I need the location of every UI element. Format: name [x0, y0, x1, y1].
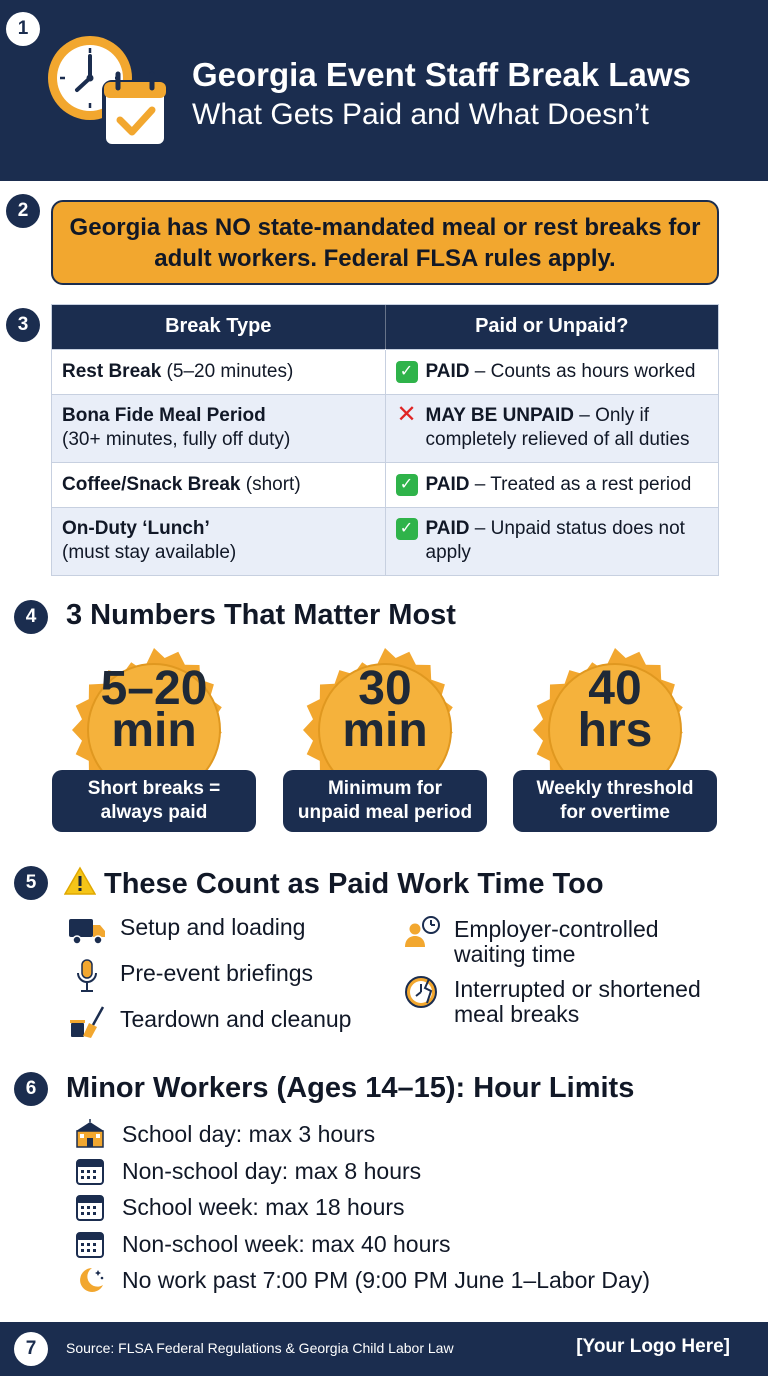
section-number-7: 7	[14, 1332, 48, 1366]
column-header-paid-status: Paid or Unpaid?	[385, 305, 718, 349]
broken-clock-icon	[398, 974, 444, 1010]
number-card-overtime	[513, 644, 717, 834]
warning-icon	[64, 866, 96, 904]
break-type-table	[51, 304, 719, 576]
paid-time-item: Teardown and cleanup	[64, 1004, 351, 1040]
person-clock-icon	[398, 914, 444, 950]
paid-time-item: Interrupted or shortened meal breaks	[398, 974, 701, 1027]
section-number-1: 1	[6, 12, 40, 46]
number-label: Minimum for unpaid meal period	[283, 770, 487, 832]
truck-icon	[64, 912, 110, 948]
list-item: No work past 7:00 PM (9:00 PM June 1–Labor Day)	[72, 1264, 650, 1296]
number-value: 5–20 min	[100, 662, 208, 757]
page-title: Georgia Event Staff Break Laws	[192, 56, 691, 93]
paid-status-cell: ✕ MAY BE UNPAID – Only if completely relieved of all duties	[385, 394, 718, 462]
section-number-6: 6	[14, 1072, 48, 1106]
header-banner	[0, 0, 768, 181]
paid-time-section-title: These Count as Paid Work Time Too	[64, 866, 604, 904]
calendar-icon	[72, 1155, 108, 1187]
school-icon	[72, 1118, 108, 1150]
cross-icon: ✕	[396, 401, 417, 428]
check-icon: ✓	[396, 474, 418, 496]
logo-placeholder: [Your Logo Here]	[576, 1336, 730, 1357]
calendar-icon	[72, 1228, 108, 1260]
broom-icon	[64, 1004, 110, 1040]
table-row	[52, 349, 718, 394]
moon-icon	[72, 1264, 108, 1296]
paid-status-cell: ✓ PAID – Counts as hours worked	[385, 349, 718, 394]
break-type-cell: On-Duty ‘Lunch’ (must stay available)	[52, 507, 385, 575]
paid-status-cell: ✓ PAID – Treated as a rest period	[385, 462, 718, 507]
footer	[0, 1322, 768, 1376]
number-value: 30 min	[342, 662, 428, 757]
column-header-break-type: Break Type	[52, 305, 385, 349]
paid-time-item: Pre-event briefings	[64, 958, 313, 994]
paid-status-cell: ✓ PAID – Unpaid status does not apply	[385, 507, 718, 575]
number-card-short-breaks	[52, 644, 256, 834]
break-type-cell: Rest Break (5–20 minutes)	[52, 349, 385, 394]
number-label: Weekly threshold for overtime	[513, 770, 717, 832]
calendar-icon	[72, 1191, 108, 1223]
list-item: School week: max 18 hours	[72, 1191, 405, 1223]
table-row	[52, 462, 718, 507]
number-label: Short breaks = always paid	[52, 770, 256, 832]
check-icon: ✓	[396, 361, 418, 383]
check-icon: ✓	[396, 518, 418, 540]
section-number-2: 2	[6, 194, 40, 228]
section-number-5: 5	[14, 866, 48, 900]
source-note: Source: FLSA Federal Regulations & Georgia Child Labor Law	[66, 1340, 454, 1356]
numbers-section-title: 3 Numbers That Matter Most	[66, 599, 456, 631]
table-row	[52, 394, 718, 462]
list-item: Non-school week: max 40 hours	[72, 1228, 451, 1260]
table-row	[52, 507, 718, 575]
number-card-meal-period	[283, 644, 487, 834]
paid-time-item: Employer-controlled waiting time	[398, 914, 659, 967]
microphone-icon	[64, 958, 110, 994]
break-type-cell: Bona Fide Meal Period (30+ minutes, fully off duty)	[52, 394, 385, 462]
section-number-3: 3	[6, 308, 40, 342]
key-fact-banner: Georgia has NO state-mandated meal or rest breaks for adult workers. Federal FLSA rules apply.	[51, 200, 719, 285]
page-subtitle: What Gets Paid and What Doesn’t	[192, 98, 649, 131]
break-type-cell: Coffee/Snack Break (short)	[52, 462, 385, 507]
list-item: Non-school day: max 8 hours	[72, 1155, 421, 1187]
section-number-4: 4	[14, 600, 48, 634]
clock-calendar-icon	[44, 32, 174, 154]
minors-section-title: Minor Workers (Ages 14–15): Hour Limits	[66, 1072, 635, 1104]
list-item: School day: max 3 hours	[72, 1118, 375, 1150]
number-value: 40 hrs	[577, 662, 653, 757]
paid-time-item: Setup and loading	[64, 912, 305, 948]
